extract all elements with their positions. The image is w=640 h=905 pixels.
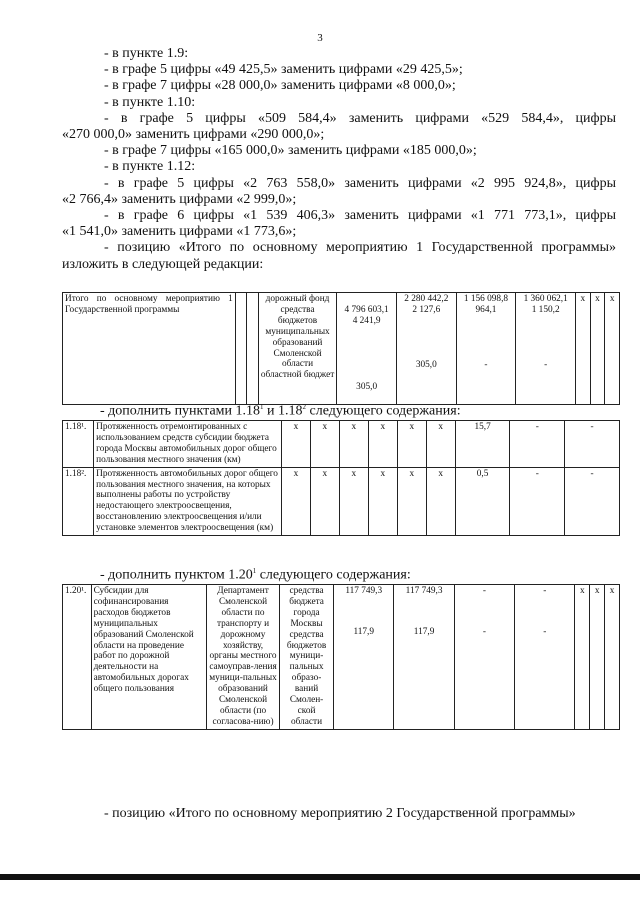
table-p120	[62, 584, 620, 730]
table-row: 1.18¹. Протяженность отремонтированных с использованием средств субсидии бюджета города Москвы автомобильных дорог общего пользования местного значения (км) x x x x x x 15,7 - -	[63, 421, 620, 468]
line-itogo1: - позицию «Итого по основному мероприятию 1 Государственной программы»	[104, 240, 616, 256]
line-p110-col5: - в графе 5 цифры «509 584,4» заменить цифрами «529 584,4», цифры	[104, 110, 616, 126]
row-source: средства бюджета города Москвы средства бюджетов муници-пальных образо-ваний Смолен-ской области	[280, 585, 334, 730]
row-num: 1.20¹.	[63, 585, 92, 730]
amendment-text	[62, 46, 616, 273]
table-row: 1.18². Протяженность автомобильных дорог общего пользования местного значения, на которых выполнены работы по устройству недостающего электроосвещения, восстановлению электроосвещения и/или установке элементов электроосвещения (км) x x x x x x 0,5 - -	[63, 467, 620, 535]
row-value: 0,5	[455, 467, 510, 535]
line-itogo2: - позицию «Итого по основному мероприятию 2 Государственной программы»	[104, 806, 576, 821]
line-p112-col5: - в графе 5 цифры «2 763 558,0» заменить цифрами «2 995 924,8», цифры	[104, 175, 616, 191]
table1-name: Итого по основному мероприятию 1 Государственной программы	[63, 293, 236, 405]
line-p112-col5-cont: «2 766,4» заменить цифрами «2 999,0»;	[62, 191, 297, 207]
table1-source2: областной бюджет	[260, 370, 335, 381]
table1-v4: 1 360 062,1 1 150,2 -	[516, 293, 576, 405]
table1-source1: дорожный фонд средства бюджетов муниципальных образований Смоленской области	[265, 294, 330, 370]
line-add120: - дополнить пунктом 1.20$^1$ следующего содержания:	[100, 567, 411, 583]
line-p110-col7: - в графе 7 цифры «165 000,0» заменить цифрами «185 000,0»;	[104, 143, 477, 159]
table1-v2: 2 280 442,2 2 127,6 305,0	[396, 293, 456, 405]
row-name: Субсидии для софинансирования расходов бюджетов муниципальных образований Смоленской области на проведение работ по дорожной деятельности на автомобильных дорогах общего пользования	[91, 585, 206, 730]
line-p110: - в пункте 1.10:	[104, 94, 196, 110]
bottom-scan-bar	[0, 874, 640, 880]
line-p19-col7: - в графе 7 цифры «28 000,0» заменить цифрами «8 000,0»;	[104, 78, 456, 94]
row-value: 15,7	[455, 421, 510, 468]
row-executor: Департамент Смоленской области по транспорту и дорожному хозяйству, органы местного самоуправ-ления муници-пальных образований Смоленской области (по согласова-нию)	[207, 585, 280, 730]
row-num: 1.18¹.	[63, 421, 94, 468]
table-itogo1: Итого по основному мероприятию 1 Государственной программы дорожный фонд средства бюджетов муниципальных образований Смоленской области областной бюджет 4 796 603,1 4 241,9 305,0 2 280 442,2 2 127,6 305,0 1 156 098,8 964,1 - 1 360 062,1 1 150,2 - x x x	[62, 292, 620, 405]
line-p112: - в пункте 1.12:	[104, 159, 196, 175]
row-num: 1.18².	[63, 467, 94, 535]
line-p110-col5-cont: «270 000,0» заменить цифрами «290 000,0»;	[62, 127, 325, 143]
table-p118	[62, 420, 620, 536]
table1-v3: 1 156 098,8 964,1 -	[456, 293, 516, 405]
table1-sources	[258, 293, 337, 405]
line-itogo1-cont: изложить в следующей редакции:	[62, 256, 264, 272]
table-row: 1.20¹. Субсидии для софинансирования расходов бюджетов муниципальных образований Смоленской области на проведение работ по дорожной деятельности на автомобильных дорогах общего пользования Департамент Смоленской области по транспорту и дорожному хозяйству, органы местного самоуправ-ления муници-пальных образований Смоленской области (по согласова-нию) средства бюджета города Москвы средства бюджетов муници-пальных образо-ваний Смолен-ской области 117 749,3 117,9 117 749,3 117,9 - - - - x x x	[63, 585, 620, 730]
row-v1: 117 749,3 117,9	[334, 585, 394, 730]
row-v2: 117 749,3 117,9	[394, 585, 454, 730]
line-p112-col6: - в графе 6 цифры «1 539 406,3» заменить цифрами «1 771 773,1», цифры	[104, 208, 616, 224]
table1-v1: 4 796 603,1 4 241,9 305,0	[337, 293, 397, 405]
line-p19: - в пункте 1.9:	[104, 46, 189, 61]
line-p19-col5: - в графе 5 цифры «49 425,5» заменить цифрами «29 425,5»;	[104, 62, 463, 78]
line-p112-col6-cont: «1 541,0» заменить цифрами «1 773,6»;	[62, 224, 297, 240]
row-text: Протяженность отремонтированных с использованием средств субсидии бюджета города Москвы автомобильных дорог общего пользования местного значения (км)	[94, 421, 282, 468]
line-add118: - дополнить пунктами 1.18$^1$ и 1.18$^2$ следующего содержания:	[100, 403, 461, 419]
row-text: Протяженность автомобильных дорог общего пользования местного значения, на которых выполнены работы по устройству недостающего электроосвещения, восстановлению электроосвещения и/или установке элементов электроосвещения (км)	[94, 467, 282, 535]
page-number: 3	[317, 32, 323, 44]
